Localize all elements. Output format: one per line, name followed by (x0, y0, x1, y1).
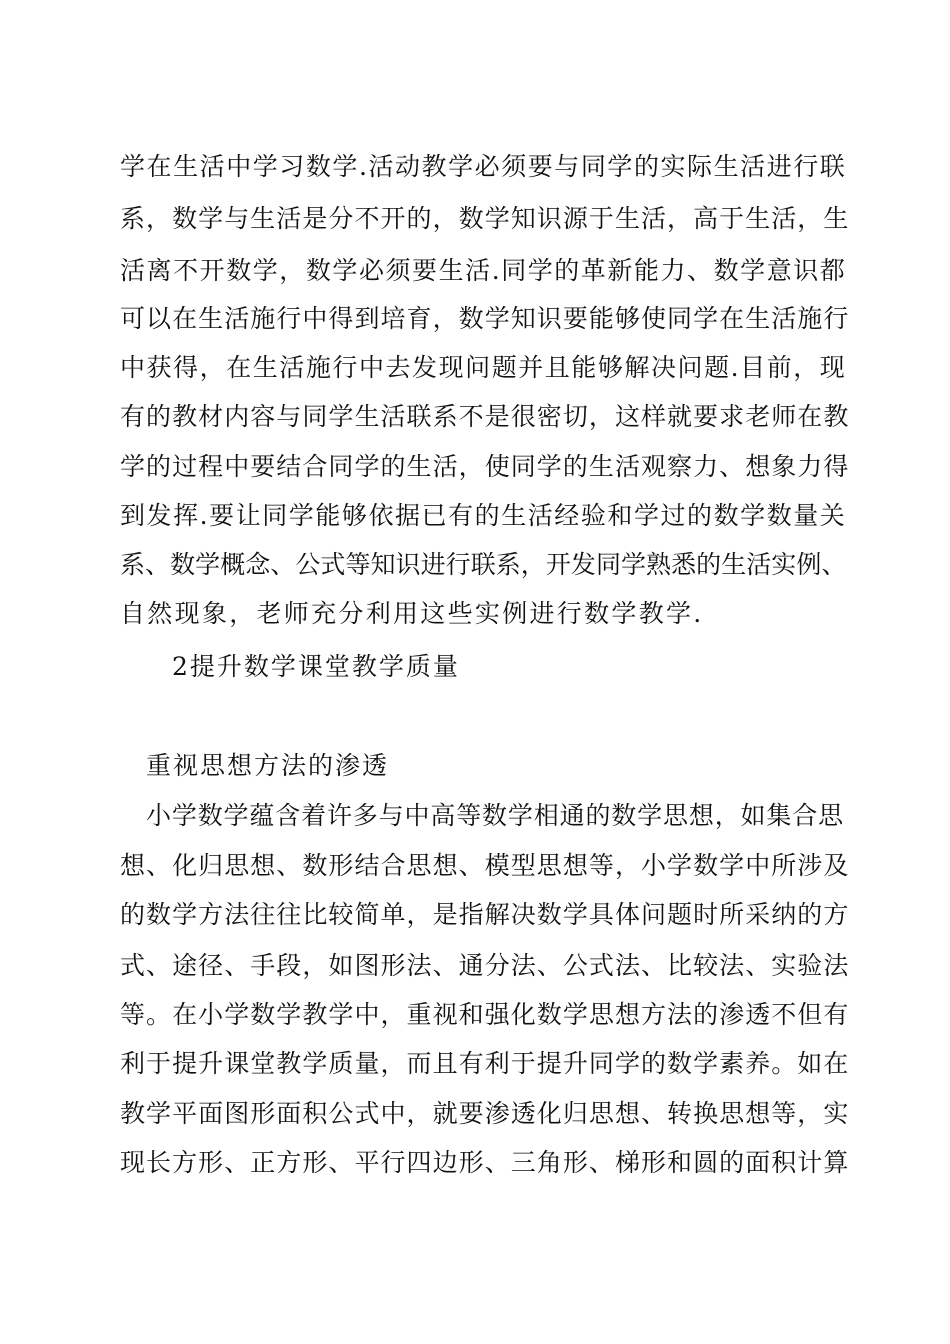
paragraph-line: 小学数学蕴含着许多与中高等数学相通的数学思想，如集合思 (146, 801, 844, 830)
paragraph-line: 系，数学与生活是分不开的，数学知识源于生活，高于生活，生 (120, 204, 850, 233)
paragraph-line: 自然现象，老师充分利用这些实例进行数学教学. (120, 599, 704, 628)
paragraph-line: 中获得，在生活施行中去发现问题并且能够解决问题.目前，现 (120, 353, 847, 382)
paragraph-line: 教学平面图形面积公式中，就要渗透化归思想、转换思想等，实 (120, 1099, 850, 1128)
paragraph-line: 等。在小学数学教学中，重视和强化数学思想方法的渗透不但有 (120, 1000, 850, 1029)
paragraph-line: 现长方形、正方形、平行四边形、三角形、梯形和圆的面积计算 (120, 1148, 850, 1177)
paragraph-line: 式、途径、手段，如图形法、通分法、公式法、比较法、实验法 (120, 951, 850, 980)
paragraph-line: 有的教材内容与同学生活联系不是很密切，这样就要求老师在教 (120, 402, 850, 431)
paragraph-line: 想、化归思想、数形结合思想、模型思想等，小学数学中所涉及 (120, 851, 850, 880)
paragraph-line: 到发挥.要让同学能够依据已有的生活经验和学过的数学数量关 (120, 501, 847, 530)
paragraph-line: 利于提升课堂教学质量，而且有利于提升同学的数学素养。如在 (120, 1049, 850, 1078)
paragraph-line: 可以在生活施行中得到培育，数学知识要能够使同学在生活施行 (120, 304, 850, 333)
paragraph-line: 的数学方法往往比较简单，是指解决数学具体问题时所采纳的方 (120, 900, 850, 929)
paragraph-line: 学的过程中要结合同学的生活，使同学的生活观察力、想象力得 (120, 452, 850, 481)
paragraph-line: 系、数学概念、公式等知识进行联系，开发同学熟悉的生活实例、 (120, 550, 847, 579)
section-heading: 2提升数学课堂教学质量 (172, 652, 460, 681)
paragraph-line: 活离不开数学，数学必须要生活.同学的革新能力、数学意识都 (120, 256, 847, 285)
subsection-heading: 重视思想方法的渗透 (146, 751, 390, 780)
paragraph-line: 学在生活中学习数学.活动教学必须要与同学的实际生活进行联 (120, 152, 847, 181)
